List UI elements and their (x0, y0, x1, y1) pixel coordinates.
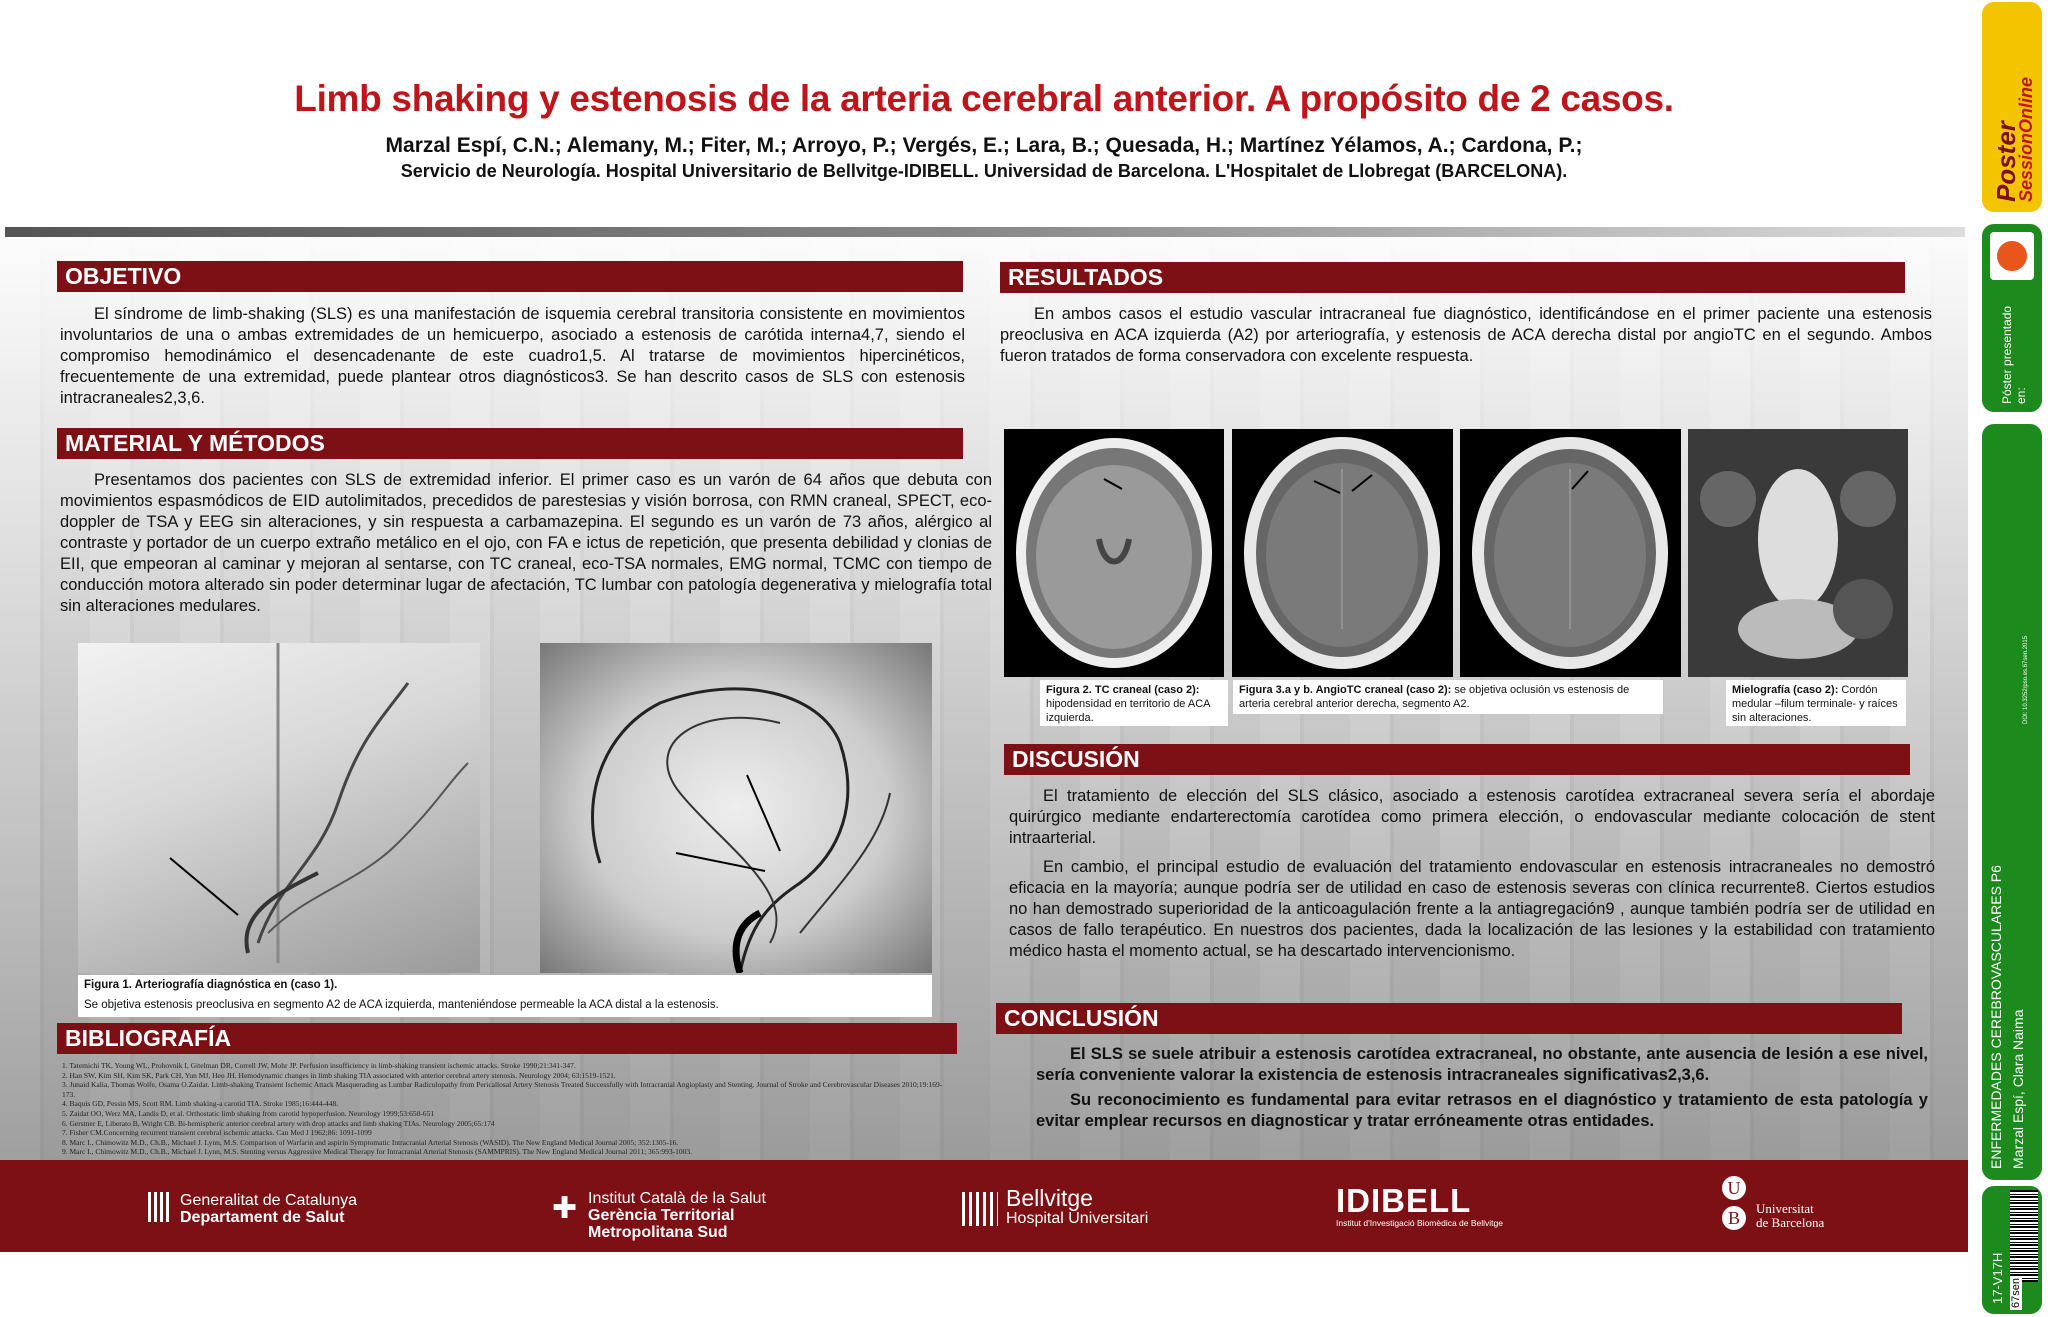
objetivo-heading: OBJETIVO (57, 261, 963, 292)
figura2-title: Figura 2. TC craneal (caso 2): (1046, 684, 1200, 696)
poster-affiliation: Servicio de Neurología. Hospital Universitario de Bellvitge-IDIBELL. Universidad de Barcelona. L'Hospitalet de Llobregat (BARCELONA). (400, 161, 1568, 181)
code-text: 17-V17H (1990, 1252, 2005, 1304)
material-heading: MATERIAL Y MÉTODOS (57, 428, 963, 459)
conclusion-section (1036, 1044, 1928, 1136)
objetivo-text: El síndrome de limb-shaking (SLS) es una manifestación de isquemia cerebral transitoria consistente en movimientos involuntarios de una o ambas extremidades de un hemicuerpo, asociado a estenosis de carótida interna4,7, siendo el compromiso hemodinámico el desencadenante de este cuadro1,5. Al tratarse de movimientos hipercinéticos, frecuentemente de una extremidad, puede plantear otros diagnósticos3. Se han descrito casos de SLS con estenosis intracraneales2,3,6. (60, 305, 965, 407)
figura1-caption (78, 975, 932, 1017)
mielografia-title: Mielografía (caso 2): (1732, 684, 1839, 696)
figura3-text: se objetiva oclusión vs estenosis de arteria cerebral anterior derecha, segmento A2. (1239, 684, 1630, 710)
angiogram-lateral-image (540, 643, 932, 973)
bellvitge-name: Bellvitge (1006, 1185, 1093, 1211)
poster-authors: Marzal Espí, C.N.; Alemany, M.; Fiter, M.; Arroyo, P.; Vergés, E.; Lara, B.; Quesada, H.; Martínez Yélamos, A.; Cardona, P.; (385, 134, 1583, 157)
mielografia-image (1688, 429, 1908, 677)
bibliografia-list (62, 1061, 952, 1157)
discusion-heading: DISCUSIÓN (1004, 744, 1910, 775)
material-section (60, 470, 992, 625)
angiotc-b-image (1460, 429, 1681, 677)
sidebar (1978, 0, 2048, 1317)
event-logo-icon (1997, 241, 2027, 271)
bibliografia-item: 8. Marc I., Chimowitz M.D., Ch.B., Michael J. Lynn, M.S. Comparison of Warfarin and aspirin Symptomatic Intracranial Arterial Stenosis (WASID). The New England Medical Journal 2005; 352:1305-16. (62, 1137, 679, 1147)
resultados-heading: RESULTADOS (1000, 262, 1905, 293)
doi-text: DOI: 10.3252/pso.es.67sen.2015 (2023, 635, 2029, 724)
bibliografia-item: 3. Junaid Kalia, Thomas Wolfe, Osama O.Zaidat. Limb-shaking Transient Ischemic Attack Masquerading as Lumbar Radiculopathy from Pericallosal Artery Stenosis Treated Successfully with Intracranial Angioplasty and Stenting. Journal of Stroke and Cerebrovascular Diseases 2010;19:169-173. (62, 1080, 943, 1099)
conclusion-heading: CONCLUSIÓN (996, 1003, 1902, 1034)
event-logo (1990, 232, 2034, 280)
figura1-title: Figura 1. Arteriografía diagnóstica en (caso 1). (84, 979, 338, 991)
generalitat-dept: Departament de Salut (180, 1209, 345, 1226)
bellvitge-sub: Hospital Universitari (1006, 1210, 1149, 1227)
ub-b-icon: B (1722, 1206, 1746, 1230)
generalitat-name: Generalitat de Catalunya (180, 1192, 357, 1209)
figura1-text: Se objetiva estenosis preoclusiva en segmento A2 de ACA izquierda, manteniéndose permeable la ACA distal a la estenosis. (84, 999, 719, 1011)
idibell-name: IDIBELL (1336, 1182, 1472, 1219)
ct-scan-image (1004, 429, 1224, 677)
bibliografia-item: 6. Gerstner E, Liberato B, Wright CB. Bi-hemispheric anterior cerebral artery with drop attacks and limb shaking TIAs. Neurology 2005;65:174 (62, 1118, 495, 1128)
bibliografia-item: 9. Marc I., Chimowitz M.D., Ch.B., Michael J. Lynn, M.S. Stenting versus Aggressive Medical Therapy for Intracranial Arterial Stenosis (SAMMPRIS). The New England Medical Journal 2011; 365:993-1003. (62, 1147, 692, 1157)
barcode-icon (2010, 1190, 2038, 1282)
idibell-sub: Institut d'Investigació Biomèdica de Bellvitge (1336, 1218, 1503, 1228)
bibliografia-item: 2. Han SW, Kim SH, Kim SK, Park CH, Yun MJ, Heo JH. Hemodynamic changes in limb shaking TIA associated with anterior cerebral artery stenosis. Neurology 2004; 63:1519-1521. (62, 1070, 616, 1080)
discusion-p1: El tratamiento de elección del SLS clásico, asociado a estenosis carotídea extracraneal severa sería el abordaje quirúrgico mediante endarterectomía carotídea como primera elección, o endovascular mediante colocación de stent intraarterial. (1009, 787, 1935, 847)
ics-name: Institut Català de la Salut (588, 1190, 766, 1207)
ub-name-2: de Barcelona (1756, 1215, 1825, 1230)
category-box (1982, 424, 2042, 1180)
footer-bar (0, 1160, 1968, 1252)
figura3-caption (1233, 680, 1663, 714)
angiotc-a-image (1232, 429, 1453, 677)
material-text: Presentamos dos pacientes con SLS de extremidad inferior. El primer caso es un varón de 64 años que debuta con movimientos espasmódicos de EID autolimitados, precedidos de parestesias y visión borrosa, con RMN craneal, SPECT, eco-doppler de TSA y EEG sin alteraciones, y sin respuesta a carbamazepina. El segundo es un varón de 73 años, alérgico al contraste y portador de un cuerpo extraño metálico en el ojo, con FA e ictus de repetición, que presenta debilidad y clonias de EII, que empeoran al caminar y mejoran al sentarse, con TC craneal, eco-TSA normales, EMG normal, TCMC con tiempo de conducción motora alterado sin poder determinar lugar de afectación, TC lumbar con patología degenerativa y mielografía total sin alteraciones medulares. (60, 471, 992, 615)
bibliografia-heading: BIBLIOGRAFÍA (57, 1023, 957, 1054)
angiogram-frontal-image (78, 643, 480, 973)
ub-u-icon: U (1722, 1176, 1746, 1200)
figura2-caption (1040, 680, 1228, 726)
category-text: ENFERMEDADES CEREBROVASCULARES P6 (1988, 865, 2004, 1169)
ics-metropolitana: Metropolitana Sud (588, 1224, 728, 1241)
bibliografia-item: 1. Tatemichi TK, Young WL, Prohovnik I, Gitelman DR, Correll JW, Mohr JP. Perfusion insufficiency in limb-shaking transient ischemic attacks. Stroke 1990;21:341-347. (62, 1061, 576, 1070)
ub-name-1: Universitat (1756, 1201, 1814, 1216)
generalitat-icon (148, 1192, 170, 1222)
cross-icon: ✚ (552, 1192, 578, 1225)
resultados-section (1000, 304, 1932, 375)
bellvitge-logo (962, 1185, 1149, 1227)
resultados-text: En ambos casos el estudio vascular intracraneal fue diagnóstico, identificándose en el primer paciente una estenosis preoclusiva en ACA izquierda (A2) por arteriografía, y estenosis de ACA derecha distal por angioTC en el segundo. Ambos fueron tratados de forma conservadora con excelente respuesta. (1000, 305, 1932, 365)
poster-title: Limb shaking y estenosis de la arteria cerebral anterior. A propósito de 2 casos. (294, 78, 1674, 119)
header-divider (5, 227, 1965, 237)
brand-session: SessionOnline (2016, 76, 2036, 202)
presentado-box (1982, 224, 2042, 412)
author-text: Marzal Espí, Clara Naima (2010, 1009, 2026, 1169)
bellvitge-icon (962, 1192, 998, 1226)
mielografia-text: Cordón medular –filum terminale- y raíces sin alteraciones. (1732, 684, 1898, 724)
bibliografia-item: 7. Fisher CM.Concerning recurrent transient cerebral ischemic attacks. Can Med J 1962;86: 1091-1099 (62, 1128, 372, 1138)
figura3-title: Figura 3.a y b. AngioTC craneal (caso 2): (1239, 684, 1452, 696)
conclusion-p1: El SLS se suele atribuir a estenosis carotídea extracraneal, no obstante, ante ausencia de lesión a ese nivel, sería conveniente valorar la existencia de estenosis intracraneales significativas2,3,6. (1036, 1045, 1928, 1084)
code-box (1982, 1186, 2042, 1314)
idibell-logo (1336, 1184, 1503, 1228)
objetivo-section (60, 304, 965, 417)
event-code: 67sen (2010, 1278, 2022, 1308)
discusion-p2: En cambio, el principal estudio de evaluación del tratamiento endovascular en estenosis intracraneales no demostró eficacia en la mayoría; aunque podría ser de utilidad en caso de estenosis severas con clínica recurrente8. Ciertos estudios no han demostrado superioridad de la anticoagulación frente a la antiagregación9 , aunque también podría ser de utilidad en casos de fallo terapéutico. En nuestros dos pacientes, dada la localización de las lesiones y la estabilidad con tratamiento médico hasta el momento actual, se ha descartado intervencionismo. (1009, 858, 1935, 960)
ics-gerencia: Gerència Territorial (588, 1207, 735, 1224)
presentado-text: Póster presentado en: (2000, 305, 2028, 404)
brand-box (1982, 2, 2042, 212)
figura2-text: hipodensidad en territorio de ACA izquierda. (1046, 698, 1210, 724)
bibliografia-item: 5. Zaidat OO, Werz MA, Landis D, et al. Orthostatic limb shaking from carotid hypoperfusion. Neurology 1999;53:650-651 (62, 1108, 435, 1118)
mielografia-caption (1726, 680, 1906, 726)
generalitat-logo (148, 1192, 357, 1226)
conclusion-p2: Su reconocimiento es fundamental para evitar retrasos en el diagnóstico y tratamiento de esta patología y evitar emplear recursos en diagnosticar y tratar erróneamente otras entidades. (1036, 1091, 1928, 1130)
discusion-section (1009, 786, 1935, 970)
bibliografia-item: 4. Baquis GD, Pessin MS, Scott RM. Limb shaking-a carotid TIA. Stroke 1985;16:444-448. (62, 1099, 339, 1109)
ics-logo (552, 1190, 766, 1241)
brand-poster: Poster (1991, 121, 2021, 202)
ub-logo (1722, 1176, 1825, 1230)
